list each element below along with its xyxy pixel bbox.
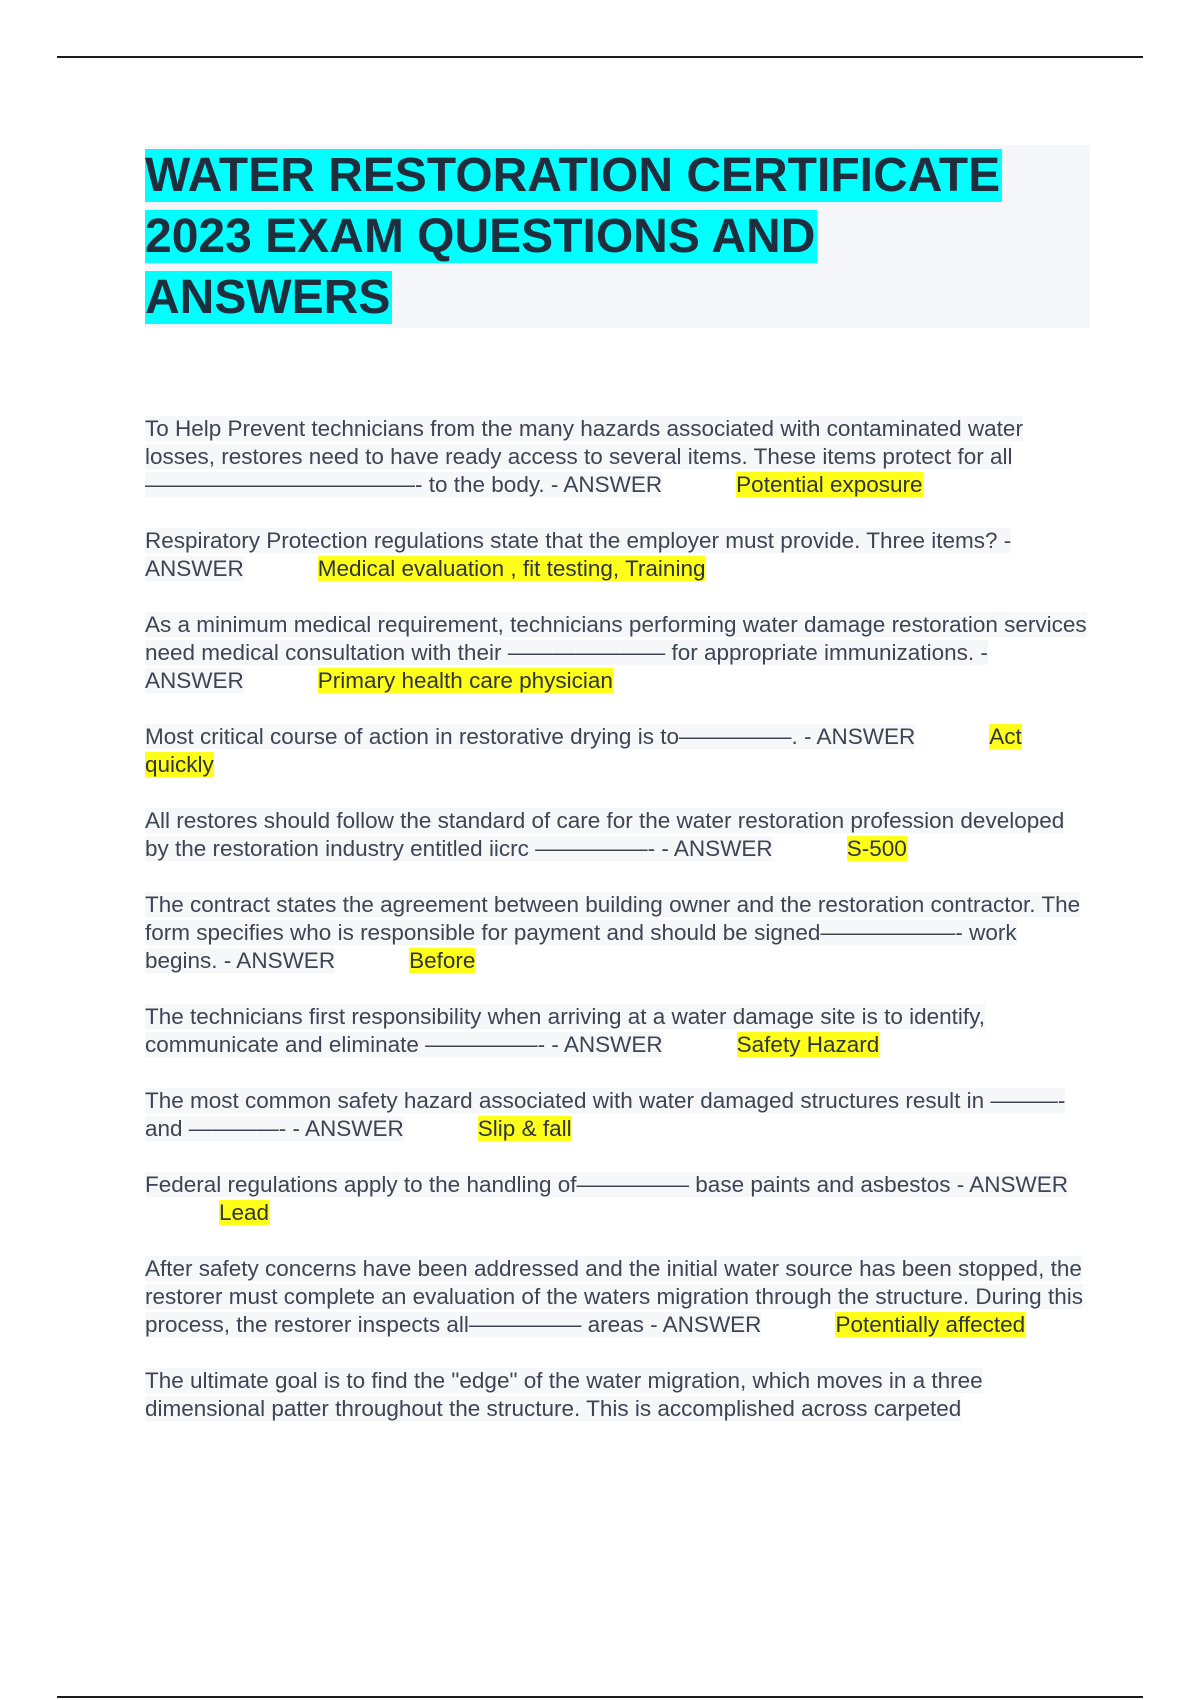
question-text: Federal regulations apply to the handling of————— base paints and asbestos - ANSWER: [145, 1172, 1068, 1197]
top-rule: [57, 56, 1143, 58]
answer-text: S-500: [846, 836, 907, 861]
question-text: The ultimate goal is to find the "edge" of the water migration, which moves in a three dimensional patter throughout the structure. This is accomplished across carpeted: [145, 1368, 983, 1421]
question-text: The contract states the agreement between building owner and the restoration contractor. The form specifies who is responsible for payment and should be signed——————- work begins. - ANSWER: [145, 892, 1081, 973]
qa-item-6: [145, 891, 1090, 975]
question-text: As a minimum medical requirement, technicians performing water damage restoration services need medical consultation with their ——————— for appropriate immunizations. - ANSWER: [145, 612, 1087, 693]
answer-text: Lead: [219, 1200, 270, 1225]
qa-item-8: [145, 1087, 1090, 1143]
answer-text: Primary health care physician: [317, 668, 613, 693]
title-line-1: WATER RESTORATION CERTIFICATE: [145, 149, 1001, 202]
qa-item-3: [145, 611, 1090, 695]
question-text: All restores should follow the standard of care for the water restoration profession developed by the restoration industry entitled iicrc —————- - ANSWER: [145, 808, 1065, 861]
qa-item-4: [145, 723, 1090, 779]
answer-text: Before: [409, 948, 476, 973]
bottom-rule: [57, 1696, 1143, 1698]
qa-item-1: [145, 415, 1090, 499]
qa-item-11: [145, 1367, 1090, 1423]
answer-text: Act quickly: [145, 724, 1022, 777]
question-text: After safety concerns have been addressed and the initial water source has been stopped, the restorer must complete an evaluation of the waters migration through the structure. During this process, the restorer inspects all————— areas - ANSWER: [145, 1256, 1083, 1337]
qa-item-7: [145, 1003, 1090, 1059]
title-line-3: ANSWERS: [145, 271, 391, 324]
qa-item-10: [145, 1255, 1090, 1339]
question-text: The most common safety hazard associated with water damaged structures result in ———- and ————- - ANSWER: [145, 1088, 1066, 1141]
question-text: Respiratory Protection regulations state that the employer must provide. Three items? - ANSWER: [145, 528, 1012, 581]
qa-item-9: [145, 1171, 1090, 1227]
document-title: [145, 145, 1090, 328]
question-text: Most critical course of action in restorative drying is to—————. - ANSWER: [145, 724, 916, 749]
title-line-2: 2023 EXAM QUESTIONS AND: [145, 210, 816, 263]
qa-item-5: [145, 807, 1090, 863]
title-block: [145, 145, 1090, 328]
answer-text: Potential exposure: [736, 472, 923, 497]
qa-list: [145, 415, 1090, 1451]
qa-item-2: [145, 527, 1090, 583]
answer-text: Safety Hazard: [736, 1032, 880, 1057]
answer-text: Medical evaluation , fit testing, Training: [317, 556, 706, 581]
answer-text: Potentially affected: [835, 1312, 1026, 1337]
answer-text: Slip & fall: [477, 1116, 572, 1141]
question-text: The technicians first responsibility when arriving at a water damage site is to identify, communicate and eliminate —————- - ANSWER: [145, 1004, 985, 1057]
question-text: To Help Prevent technicians from the many hazards associated with contaminated water losses, restores need to have ready access to several items. These items protect for all————————————- to the body. - ANSWER: [145, 416, 1023, 497]
